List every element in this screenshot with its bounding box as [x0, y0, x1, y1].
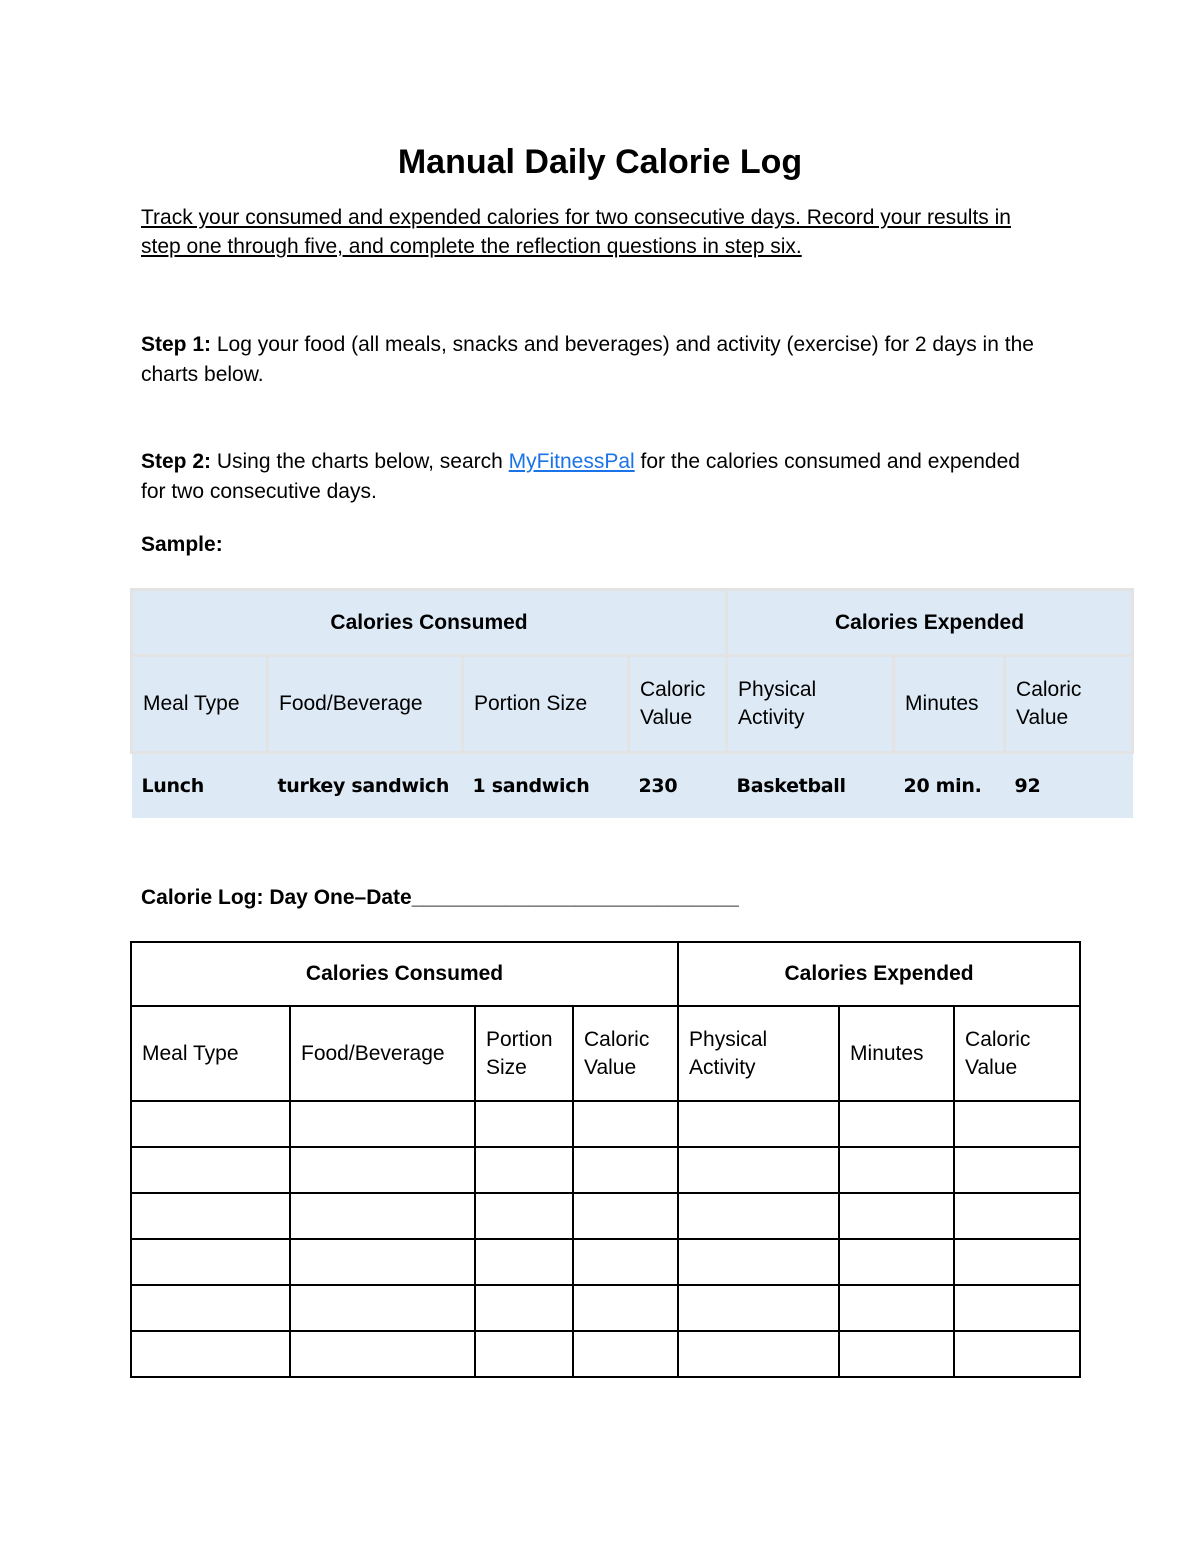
- log-entry-cell[interactable]: [131, 1239, 290, 1285]
- log-col-minutes: Minutes: [839, 1006, 954, 1101]
- log-col-physical-activity: Physical Activity: [678, 1006, 839, 1101]
- sample-meal-type: Lunch: [132, 753, 268, 818]
- log-entry-cell[interactable]: [954, 1147, 1080, 1193]
- step-2: [141, 447, 1041, 507]
- log-body: [131, 1101, 1080, 1377]
- log-entry-cell[interactable]: [839, 1285, 954, 1331]
- log-entry-cell[interactable]: [131, 1285, 290, 1331]
- log-entry-cell[interactable]: [131, 1331, 290, 1377]
- sample-label: Sample:: [141, 533, 223, 556]
- sample-column-header-row: [132, 656, 1133, 753]
- log-entry-row: [131, 1147, 1080, 1193]
- log-entry-cell[interactable]: [573, 1285, 678, 1331]
- log-col-food-beverage: Food/Beverage: [290, 1006, 475, 1101]
- sample-food-beverage: turkey sandwich: [268, 753, 463, 818]
- log-group-consumed: Calories Consumed: [131, 942, 678, 1006]
- sample-table: [130, 588, 1134, 818]
- log-entry-cell[interactable]: [475, 1101, 573, 1147]
- log-entry-row: [131, 1193, 1080, 1239]
- sample-group-consumed: Calories Consumed: [132, 590, 727, 656]
- step-1-text: Log your food (all meals, snacks and beverages) and activity (exercise) for 2 days in the charts below.: [141, 333, 1034, 386]
- log-entry-cell[interactable]: [839, 1101, 954, 1147]
- sample-minutes: 20 min.: [894, 753, 1005, 818]
- step-2-text-before: Using the charts below, search: [211, 450, 509, 473]
- log-entry-cell[interactable]: [954, 1285, 1080, 1331]
- sample-portion-size: 1 sandwich: [463, 753, 629, 818]
- log-entry-cell[interactable]: [290, 1331, 475, 1377]
- log-entry-cell[interactable]: [131, 1147, 290, 1193]
- day-one-log-table: [130, 941, 1081, 1378]
- step-1-label: Step 1:: [141, 333, 212, 356]
- log-entry-cell[interactable]: [573, 1101, 678, 1147]
- log-entry-cell[interactable]: [475, 1239, 573, 1285]
- sample-col-portion-size: Portion Size: [463, 656, 629, 753]
- sample-data-row: [132, 753, 1133, 818]
- sample-group-expended: Calories Expended: [727, 590, 1133, 656]
- step-1: [141, 330, 1041, 390]
- myfitnesspal-link[interactable]: MyFitnessPal: [508, 450, 635, 473]
- log-entry-cell[interactable]: [290, 1147, 475, 1193]
- page-title: Manual Daily Calorie Log: [397, 143, 803, 181]
- sample-col-caloric-value: Caloric Value: [629, 656, 727, 753]
- log-entry-cell[interactable]: [678, 1285, 839, 1331]
- log-group-header-row: [131, 942, 1080, 1006]
- log-entry-cell[interactable]: [839, 1331, 954, 1377]
- log-entry-cell[interactable]: [954, 1331, 1080, 1377]
- log-entry-cell[interactable]: [475, 1193, 573, 1239]
- log-entry-cell[interactable]: [131, 1101, 290, 1147]
- log-col-caloric-value: Caloric Value: [573, 1006, 678, 1101]
- log-entry-cell[interactable]: [573, 1331, 678, 1377]
- log-entry-row: [131, 1285, 1080, 1331]
- log-entry-cell[interactable]: [290, 1239, 475, 1285]
- log-entry-cell[interactable]: [954, 1193, 1080, 1239]
- log-entry-cell[interactable]: [290, 1101, 475, 1147]
- sample-col-meal-type: Meal Type: [132, 656, 268, 753]
- log-entry-cell[interactable]: [678, 1193, 839, 1239]
- log-entry-cell[interactable]: [678, 1147, 839, 1193]
- sample-physical-activity: Basketball: [727, 753, 894, 818]
- log-entry-cell[interactable]: [131, 1193, 290, 1239]
- step-2-text-after: for the calories consumed and expended for two consecutive days.: [141, 450, 1020, 503]
- sample-col-caloric-value-expended: Caloric Value: [1005, 656, 1133, 753]
- sample-group-header-row: [132, 590, 1133, 656]
- sample-col-physical-activity: Physical Activity: [727, 656, 894, 753]
- log-entry-cell[interactable]: [678, 1101, 839, 1147]
- log-entry-cell[interactable]: [954, 1101, 1080, 1147]
- log-entry-cell[interactable]: [573, 1147, 678, 1193]
- log-entry-row: [131, 1101, 1080, 1147]
- sample-caloric-value: 230: [629, 753, 727, 818]
- sample-col-minutes: Minutes: [894, 656, 1005, 753]
- log-entry-cell[interactable]: [475, 1285, 573, 1331]
- log-entry-cell[interactable]: [678, 1331, 839, 1377]
- log-entry-cell[interactable]: [290, 1285, 475, 1331]
- log-entry-cell[interactable]: [839, 1239, 954, 1285]
- log-entry-cell[interactable]: [954, 1239, 1080, 1285]
- log-entry-cell[interactable]: [839, 1193, 954, 1239]
- intro-text: Track your consumed and expended calories for two consecutive days. Record your results in step one through five, and complete the reflection questions in step six.: [141, 206, 1011, 258]
- sample-caloric-value-expended: 92: [1005, 753, 1133, 818]
- log-col-portion-size: Portion Size: [475, 1006, 573, 1101]
- sample-col-food-beverage: Food/Beverage: [268, 656, 463, 753]
- log-entry-row: [131, 1331, 1080, 1377]
- log-entry-cell[interactable]: [475, 1331, 573, 1377]
- log-entry-cell[interactable]: [678, 1239, 839, 1285]
- day-one-label: Calorie Log: Day One–Date____________________________: [141, 886, 739, 909]
- log-entry-cell[interactable]: [573, 1239, 678, 1285]
- log-col-caloric-value-expended: Caloric Value: [954, 1006, 1080, 1101]
- log-col-meal-type: Meal Type: [131, 1006, 290, 1101]
- step-2-label: Step 2:: [141, 450, 212, 473]
- log-entry-cell[interactable]: [290, 1193, 475, 1239]
- log-group-expended: Calories Expended: [678, 942, 1080, 1006]
- log-column-header-row: [131, 1006, 1080, 1101]
- log-entry-cell[interactable]: [475, 1147, 573, 1193]
- log-entry-row: [131, 1239, 1080, 1285]
- log-entry-cell[interactable]: [573, 1193, 678, 1239]
- log-entry-cell[interactable]: [839, 1147, 954, 1193]
